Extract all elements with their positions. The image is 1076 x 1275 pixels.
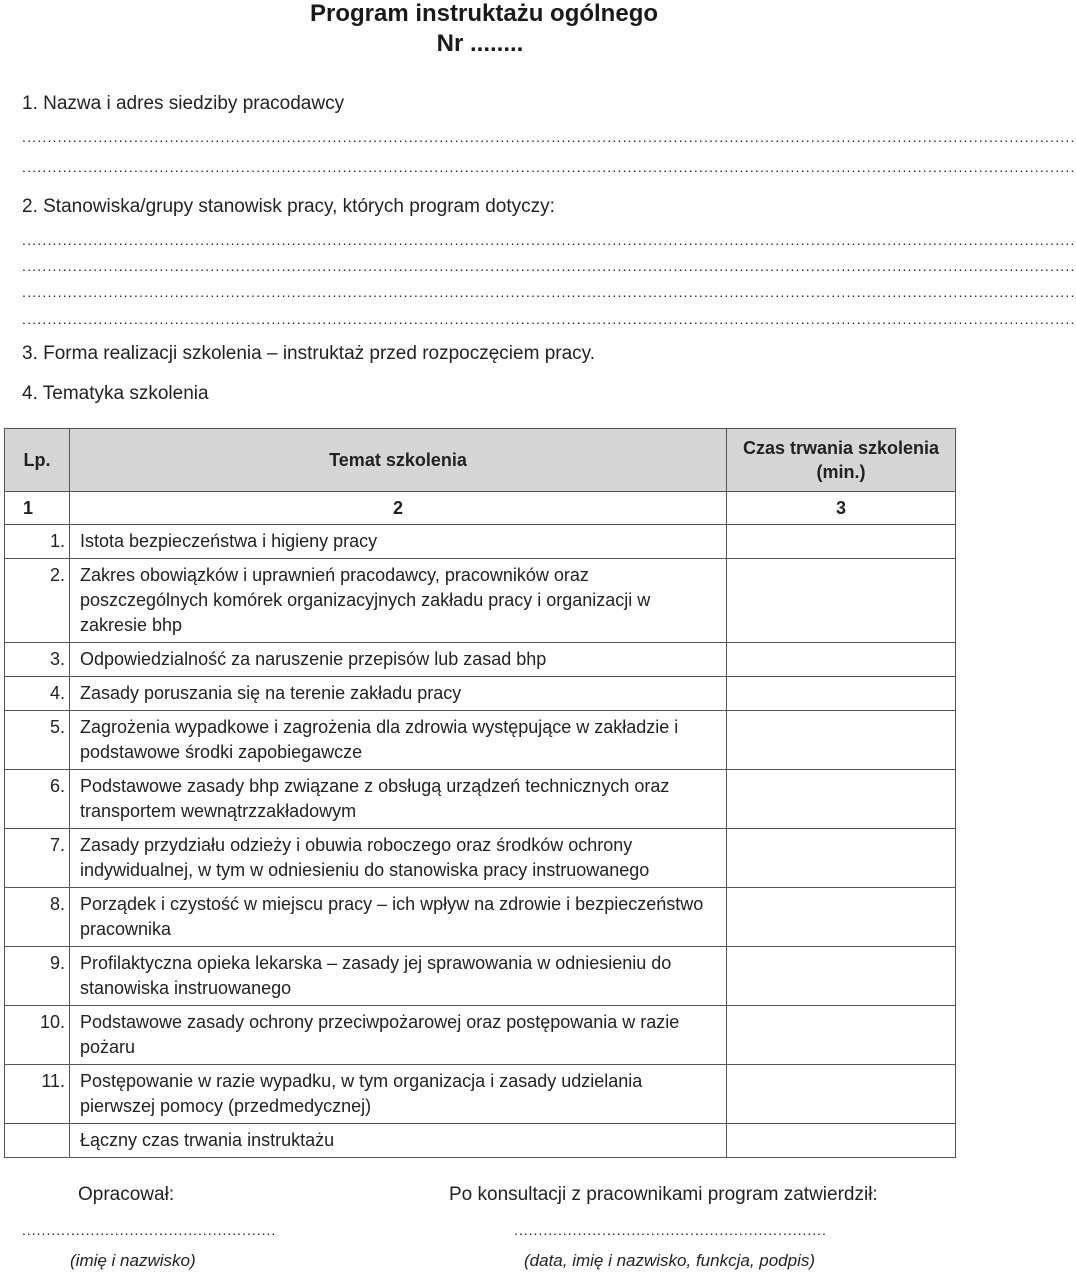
row-topic: Podstawowe zasady ochrony przeciwpożarowej oraz postępowania w razie pożaru [70,1006,727,1065]
row-lp: 11. [5,1065,70,1124]
section-training-form: 3. Forma realizacji szkolenia – instruktaż przed rozpoczęciem pracy. [22,343,596,364]
table-total-row [5,1124,956,1158]
row-duration-cell [727,643,956,677]
row-topic: Zasady poruszania się na terenie zakładu pracy [70,677,727,711]
table-row [5,711,956,770]
row-duration-cell [727,1065,956,1124]
row-lp: 1. [5,525,70,559]
document-title: Program instruktażu ogólnego [309,0,659,27]
row-lp: 5. [5,711,70,770]
total-label: Łączny czas trwania instruktażu [70,1124,727,1158]
fill-line: ............................................................................................................................................................................................................... [22,232,1076,248]
table-row [5,947,956,1006]
table-row [5,525,956,559]
row-duration-cell [727,559,956,643]
row-duration-cell [727,947,956,1006]
approved-by-note: (data, imię i nazwisko, funkcja, podpis) [524,1251,816,1270]
row-lp: 7. [5,829,70,888]
row-topic: Zagrożenia wypadkowe i zagrożenia dla zdrowia występujące w zakładzie i podstawowe środki zapobiegawcze [70,711,727,770]
row-duration-cell [727,711,956,770]
table-row [5,1006,956,1065]
fill-line: ............................................................................................................................................................................................................... [22,159,1076,175]
table-row [5,643,956,677]
fill-line: ............................................................................................................................................................................................................... [22,258,1076,274]
row-topic: Porządek i czystość w miejscu pracy – ich wpływ na zdrowie i bezpieczeństwo pracownika [70,888,727,947]
row-duration-cell [727,677,956,711]
table-row [5,1065,956,1124]
row-topic: Odpowiedzialność za naruszenie przepisów lub zasad bhp [70,643,727,677]
table-header-row [5,429,956,492]
row-topic: Postępowanie w razie wypadku, w tym organizacja i zasady udzielania pierwszej pomocy (przedmedycznej) [70,1065,727,1124]
row-duration-cell [727,888,956,947]
column-number-3: 3 [727,492,956,525]
prepared-by-label: Opracował: [78,1184,175,1205]
row-topic: Profilaktyczna opieka lekarska – zasady jej sprawowania w odniesieniu do stanowiska instruowanego [70,947,727,1006]
table-row [5,770,956,829]
row-duration-cell [727,829,956,888]
section-positions: 2. Stanowiska/grupy stanowisk pracy, których program dotyczy: [22,196,555,217]
table-row [5,888,956,947]
table-row [5,677,956,711]
row-duration-cell [727,1006,956,1065]
approved-by-fill-line: ................................................................ [514,1222,827,1238]
row-lp: 2. [5,559,70,643]
row-topic: Podstawowe zasady bhp związane z obsługą urządzeń technicznych oraz transportem wewnątrzzakładowym [70,770,727,829]
row-lp: 3. [5,643,70,677]
row-duration-cell [727,525,956,559]
approved-by-label: Po konsultacji z pracownikami program zatwierdził: [449,1184,878,1205]
row-lp: 6. [5,770,70,829]
fill-line: ............................................................................................................................................................................................................... [22,284,1076,300]
row-topic: Zasady przydziału odzieży i obuwia roboczego oraz środków ochrony indywidualnej, w tym w odniesieniu do stanowiska pracy instruowanego [70,829,727,888]
total-duration-cell [727,1124,956,1158]
fill-line: ............................................................................................................................................................................................................... [22,311,1076,327]
row-topic: Zakres obowiązków i uprawnień pracodawcy, pracowników oraz poszczególnych komórek organizacyjnych zakładu pracy i organizacji w zakresie bhp [70,559,727,643]
table-column-numbers-row [5,492,956,525]
prepared-by-note: (imię i nazwisko) [70,1251,196,1270]
header-duration: Czas trwania szkolenia (min.) [727,429,956,492]
document-number: Nr ........ [436,30,524,57]
section-training-topics: 4. Tematyka szkolenia [22,383,209,404]
column-number-1: 1 [5,492,70,525]
table-row [5,829,956,888]
total-lp-cell [5,1124,70,1158]
row-topic: Istota bezpieczeństwa i higieny pracy [70,525,727,559]
fill-line: ............................................................................................................................................................................................................... [22,129,1076,145]
training-program-table [4,428,956,1158]
header-lp: Lp. [5,429,70,492]
row-lp: 10. [5,1006,70,1065]
row-lp: 8. [5,888,70,947]
row-duration-cell [727,770,956,829]
row-lp: 4. [5,677,70,711]
table-row [5,559,956,643]
prepared-by-fill-line: .................................................... [22,1222,277,1238]
header-topic: Temat szkolenia [70,429,727,492]
column-number-2: 2 [70,492,727,525]
section-employer-name: 1. Nazwa i adres siedziby pracodawcy [22,93,345,114]
row-lp: 9. [5,947,70,1006]
